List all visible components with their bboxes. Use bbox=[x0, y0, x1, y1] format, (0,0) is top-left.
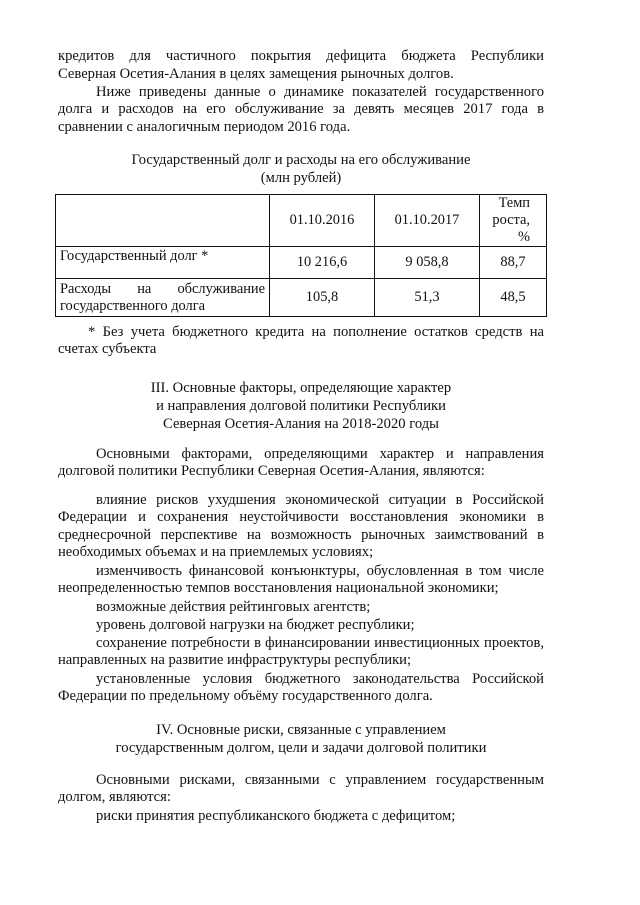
section4-intro: Основными рисками, связанными с управлением государственным долгом, являются: bbox=[58, 772, 544, 806]
table-header-cell bbox=[56, 195, 270, 247]
table-cell: 9 058,8 bbox=[375, 247, 480, 279]
table-row bbox=[56, 279, 547, 317]
intro-line-1: кредитов для частичного покрытия дефицита бюджета Республики bbox=[58, 48, 544, 64]
section3-heading-line2: и направления долговой политики Республики bbox=[156, 398, 446, 414]
section4-heading-line2: государственным долгом, цели и задачи долговой политики bbox=[115, 740, 487, 756]
intro-paragraph: Ниже приведены данные о динамике показателей государственного долга и расходов на его обслуживание за девять месяцев 2017 года в сравнении с аналогичным периодом 2016 года. bbox=[58, 84, 544, 135]
table-cell: 48,5 bbox=[480, 279, 547, 317]
section3-heading-line3: Северная Осетия-Алания на 2018-2020 годы bbox=[163, 416, 439, 432]
list-item: уровень долговой нагрузки на бюджет республики; bbox=[96, 617, 415, 633]
table-row bbox=[56, 247, 547, 279]
section4-heading-line1: IV. Основные риски, связанные с управлением bbox=[156, 722, 446, 738]
table-cell: 88,7 bbox=[480, 247, 547, 279]
table-cell: 51,3 bbox=[375, 279, 480, 317]
table-cell: 10 216,6 bbox=[270, 247, 375, 279]
table-header-cell: 01.10.2016 bbox=[270, 195, 375, 247]
section3-heading-line1: III. Основные факторы, определяющие характер bbox=[150, 380, 452, 396]
table-cell: Государственный долг * bbox=[56, 247, 270, 279]
section3-intro: Основными факторами, определяющими характер и направления долговой политики Республики Северная Осетия-Алания, являются: bbox=[58, 446, 544, 480]
table-cell: Расходы на обслуживание государственного долга bbox=[56, 279, 270, 317]
table-cell: 105,8 bbox=[270, 279, 375, 317]
list-item: установленные условия бюджетного законодательства Российской Федерации по предельному объёму государственного долга. bbox=[58, 671, 544, 705]
debt-table bbox=[55, 194, 547, 317]
intro-line-2: Северная Осетия-Алания в целях замещения рыночных долгов. bbox=[58, 66, 454, 82]
table-header-cell: Темп роста, % bbox=[480, 195, 547, 247]
list-item: изменчивость финансовой конъюнктуры, обусловленная в том числе неопределенностью темпов восстановления национальной экономики; bbox=[58, 563, 544, 597]
table-footnote: * Без учета бюджетного кредита на пополнение остатков средств на счетах субъекта bbox=[58, 324, 544, 358]
list-item: влияние рисков ухудшения экономической ситуации в Российской Федерации и сохранения неустойчивости восстановления экономики в среднесрочной перспективе на возможность рыночных заимствований в необходимых объемах и на приемлемых условиях; bbox=[58, 492, 544, 561]
table-units: (млн рублей) bbox=[260, 170, 342, 186]
table-header-cell: 01.10.2017 bbox=[375, 195, 480, 247]
table-title: Государственный долг и расходы на его обслуживание bbox=[131, 152, 471, 168]
table-header-row bbox=[56, 195, 547, 247]
list-item: сохранение потребности в финансировании инвестиционных проектов, направленных на развитие инфраструктуры республики; bbox=[58, 635, 544, 669]
list-item: возможные действия рейтинговых агентств; bbox=[96, 599, 371, 615]
list-item: риски принятия республиканского бюджета с дефицитом; bbox=[96, 808, 456, 824]
